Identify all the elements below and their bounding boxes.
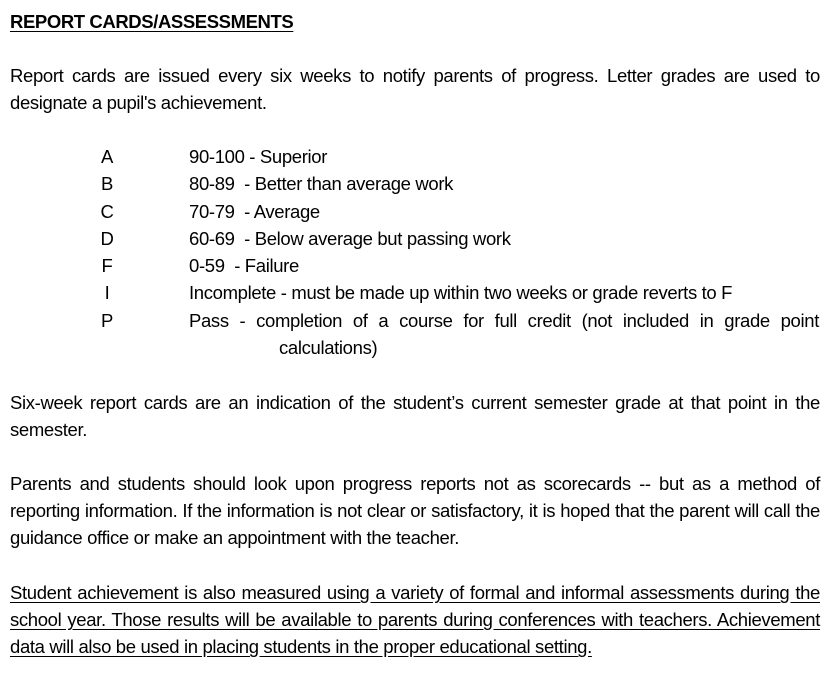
grade-description: 90-100 - Superior xyxy=(189,146,328,167)
grade-row xyxy=(0,279,831,306)
grade-row xyxy=(0,307,831,358)
grade-letter: F xyxy=(101,255,113,277)
grade-description: 0-59 - Failure xyxy=(189,255,299,277)
grade-row xyxy=(0,225,831,252)
grade-letter: I xyxy=(104,282,110,304)
grade-scale-list xyxy=(0,143,831,358)
grade-description-continuation: calculations) xyxy=(279,336,378,358)
grade-row xyxy=(0,252,831,279)
grade-letter: B xyxy=(101,173,113,195)
grade-letter: A xyxy=(101,146,113,167)
progress-reports-paragraph: Parents and students should look upon progress reports not as scorecards -- but as a method of reporting information. If the information is not clear or satisfactory, it is hoped that the parent will call the guidance office or make an appointment with the teacher. xyxy=(10,473,820,548)
grade-description: 60-69 - Below average but passing work xyxy=(189,227,511,249)
six-week-paragraph: Six-week report cards are an indication of the student’s current semester grade at that point in the semester. xyxy=(10,392,820,440)
grade-row xyxy=(0,170,831,197)
grade-description: Incomplete - must be made up within two weeks or grade reverts to F xyxy=(189,282,733,304)
grade-description: 70-79 - Average xyxy=(189,200,320,222)
grade-letter: P xyxy=(101,309,113,331)
grade-letter: D xyxy=(100,227,114,249)
section-title: REPORT CARDS/ASSESSMENTS xyxy=(10,11,294,32)
assessments-paragraph: Student achievement is also measured using a variety of formal and informal assessments during the school year. Those results will be available to parents during conferences with teachers. Achievement data will also be used in placing students in the proper educational setting. xyxy=(10,582,820,657)
grade-letter: C xyxy=(100,200,114,222)
grade-description: Pass - completion of a course for full credit (not included in grade point xyxy=(189,309,819,331)
grade-row xyxy=(0,198,831,225)
grade-row xyxy=(0,143,831,170)
grade-description: 80-89 - Better than average work xyxy=(189,173,454,195)
intro-paragraph: Report cards are issued every six weeks to notify parents of progress. Letter grades are used to designate a pupil's achievement. xyxy=(10,65,820,113)
